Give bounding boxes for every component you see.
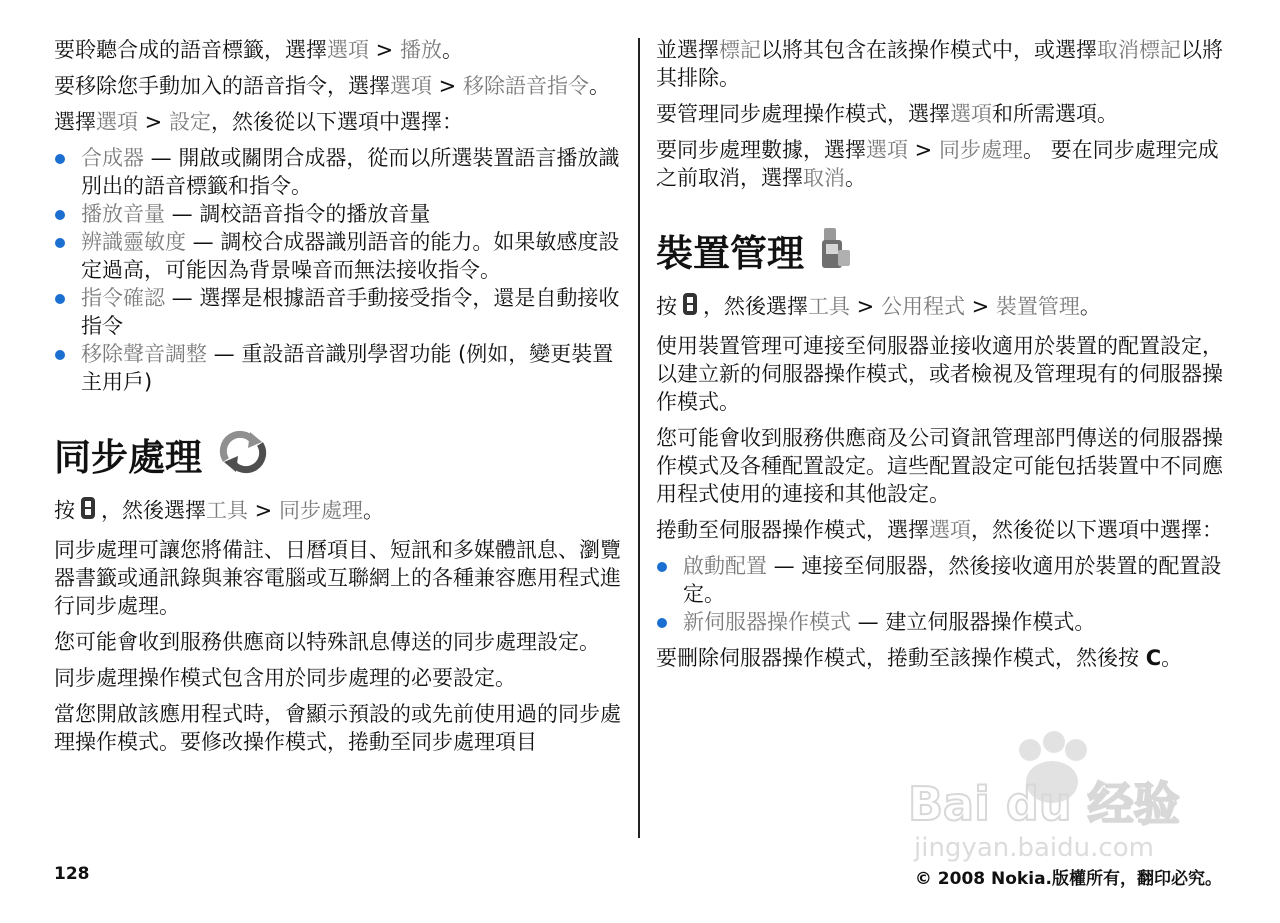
list-item: [54, 200, 626, 228]
text: 和所需選項。: [992, 102, 1118, 126]
separator: >: [964, 294, 996, 319]
text: 。: [362, 498, 384, 523]
paragraph: [656, 100, 1228, 128]
paragraph: 同步處理可讓您將備註、日曆項目、短訊和多媒體訊息、瀏覽器書籤或通訊錄與兼容電腦或互聯網上的各種兼容應用程式進行同步處理。: [54, 538, 621, 618]
text: 按: [656, 294, 677, 319]
paragraph: [656, 291, 1228, 324]
watermark-url: jingyan.baidu.com: [914, 833, 1154, 863]
paragraph: [54, 72, 626, 100]
right-column: [656, 36, 1228, 680]
paragraph: [656, 644, 1228, 672]
heading-text: 同步處理: [54, 435, 202, 479]
menu-item: 選項: [950, 102, 992, 126]
text: 要刪除伺服器操作模式，捲動至該操作模式，然後按: [656, 646, 1146, 670]
option-description: — 選擇是根據語音手動接受指令，還是自動接收指令: [81, 286, 620, 338]
menu-item: 同步處理: [278, 498, 363, 523]
menu-item: 裝置管理: [995, 294, 1080, 319]
paragraph: [54, 495, 626, 528]
option-description: — 開啟或關閉合成器，從而以所選裝置語言播放識別出的語音標籤和指令。: [81, 146, 620, 198]
text: ，然後從以下選項中選擇：: [971, 518, 1223, 542]
text: ，然後選擇: [101, 498, 206, 523]
list-item: [54, 284, 626, 340]
paragraph: 您可能會收到服務供應商及公司資訊管理部門傳送的伺服器操作模式及各種配置設定。這些配置設定可能包括裝置中不同應用程式使用的連接和其他設定。: [656, 426, 1223, 506]
text: 選擇: [54, 110, 96, 134]
option-term: 啟動配置: [683, 554, 767, 578]
page-number: 128: [54, 864, 90, 884]
section-heading-device-management: [656, 226, 1228, 281]
option-term: 移除聲音調整: [81, 342, 207, 366]
watermark-brand: Bai du 经验: [908, 777, 1180, 831]
separator: >: [369, 38, 400, 62]
separator: >: [908, 138, 939, 162]
paragraph: [656, 36, 1228, 92]
menu-item: 工具: [808, 294, 850, 319]
menu-item: 移除語音指令: [462, 74, 589, 98]
text: ，然後選擇: [703, 294, 808, 319]
option-description: — 調校語音指令的播放音量: [165, 202, 431, 226]
text: 捲動至伺服器操作模式，選擇: [656, 518, 929, 542]
paragraph: [656, 136, 1228, 192]
option-term: 新伺服器操作模式: [683, 610, 851, 634]
paragraph: 當您開啟該應用程式時，會顯示預設的或先前使用過的同步處理操作模式。要修改操作模式，捲動至同步處理項目: [54, 702, 621, 754]
menu-item: 標記: [719, 38, 761, 62]
text: 要同步處理數據，選擇: [656, 138, 866, 162]
separator: >: [138, 110, 169, 134]
sync-icon: [216, 430, 270, 485]
menu-item: 選項: [390, 74, 432, 98]
text: 。: [1161, 646, 1183, 670]
menu-item: 工具: [206, 498, 248, 523]
separator: >: [432, 74, 463, 98]
list-item: [54, 228, 626, 284]
device-manager-icon: [818, 226, 852, 281]
clear-key: C: [1145, 646, 1162, 670]
text: 。: [845, 166, 866, 190]
separator: >: [248, 498, 279, 523]
text: 。: [1079, 294, 1101, 319]
paragraph: [54, 108, 626, 136]
server-option-list: [656, 552, 1228, 636]
text: 要管理同步處理操作模式，選擇: [656, 102, 950, 126]
copyright-notice: © 2008 Nokia.版權所有，翻印必究。: [914, 869, 1222, 889]
menu-item: 播放: [399, 38, 442, 62]
text: 並選擇: [656, 38, 719, 62]
text: 以將其包含在該操作模式中，或選擇: [761, 38, 1097, 62]
separator: >: [850, 294, 881, 319]
paragraph: 您可能會收到服務供應商以特殊訊息傳送的同步處理設定。: [54, 630, 600, 654]
option-description: — 調校合成器識別語音的能力。如果敏感度設定過高，可能因為背景噪音而無法接收指令。: [81, 230, 620, 282]
text: 。 要在同步處理完成之前取消，選擇: [656, 138, 1219, 190]
option-term: 合成器: [81, 146, 144, 170]
settings-option-list: [54, 144, 626, 396]
left-column: [54, 36, 626, 764]
paragraph: [54, 36, 626, 64]
text: 按: [54, 498, 75, 523]
menu-item: 同步處理: [938, 138, 1023, 162]
list-item: [656, 552, 1228, 608]
menu-key-icon: [78, 495, 98, 528]
menu-item: 取消: [803, 166, 845, 190]
menu-item: 選項: [866, 138, 908, 162]
text: 要移除您手動加入的語音指令，選擇: [54, 74, 390, 98]
menu-item: 選項: [929, 518, 971, 542]
column-divider: [638, 38, 640, 838]
menu-item: 設定: [168, 110, 211, 134]
paragraph: [656, 516, 1228, 544]
list-item: [656, 608, 1228, 636]
text: 要聆聽合成的語音標籤，選擇: [54, 38, 327, 62]
option-description: — 重設語音識別學習功能 (例如，變更裝置主用戶): [81, 342, 614, 394]
heading-text: 裝置管理: [656, 231, 804, 275]
menu-key-icon: [680, 291, 700, 324]
menu-item: 公用程式: [880, 294, 965, 319]
option-term: 指令確認: [81, 286, 165, 310]
section-heading-sync: [54, 430, 626, 485]
text: 。: [441, 38, 463, 62]
paragraph: 同步處理操作模式包含用於同步處理的必要設定。: [54, 666, 516, 690]
menu-item: 選項: [96, 110, 138, 134]
baidu-watermark: [900, 720, 1200, 870]
text: ，然後從以下選項中選擇：: [210, 110, 463, 134]
list-item: [54, 144, 626, 200]
text: 。: [588, 74, 610, 98]
option-term: 播放音量: [81, 202, 165, 226]
option-description: — 建立伺服器操作模式。: [851, 610, 1096, 634]
menu-item: 取消標記: [1097, 38, 1181, 62]
list-item: [54, 340, 626, 396]
paragraph: 使用裝置管理可連接至伺服器並接收適用於裝置的配置設定，以建立新的伺服器操作模式，或者檢視及管理現有的伺服器操作模式。: [656, 334, 1223, 414]
option-term: 辨識靈敏度: [81, 230, 186, 254]
menu-item: 選項: [327, 38, 369, 62]
option-description: — 連接至伺服器，然後接收適用於裝置的配置設定。: [683, 554, 1222, 606]
text: 以將其排除。: [656, 38, 1223, 90]
